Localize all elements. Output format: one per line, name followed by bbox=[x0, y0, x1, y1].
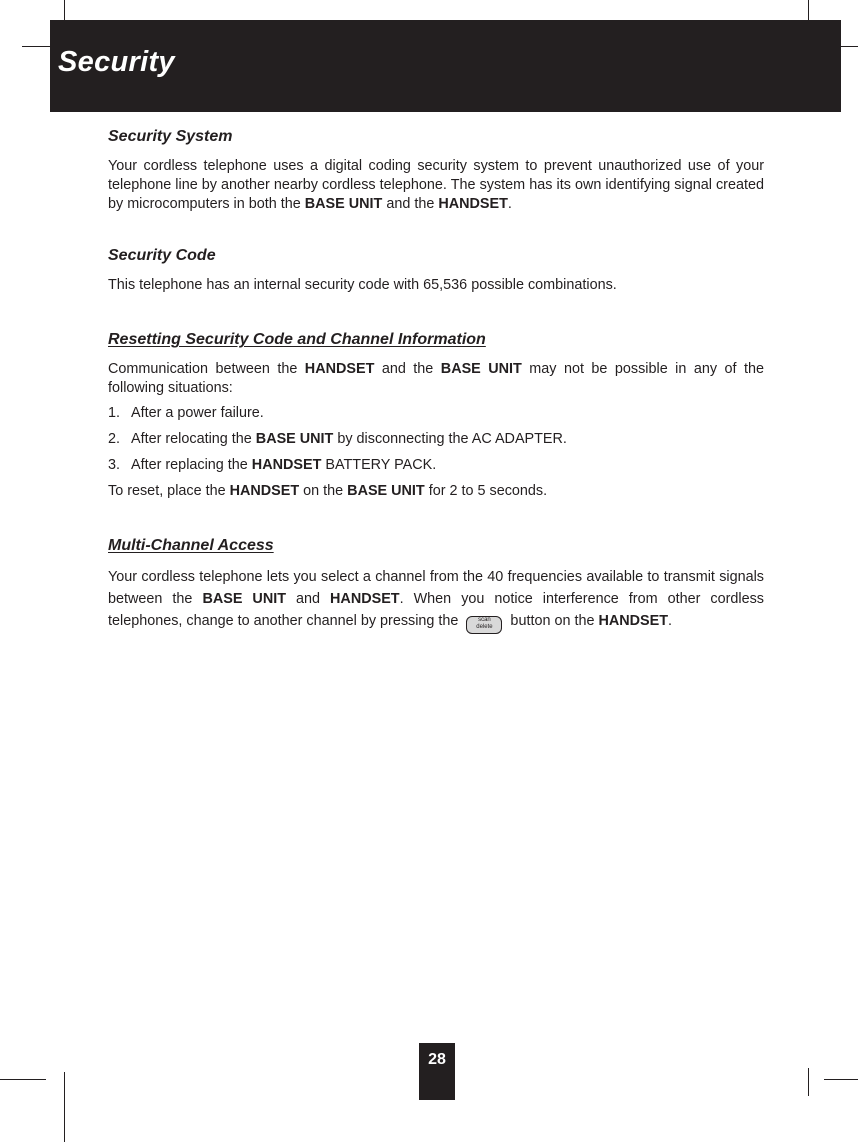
crop-mark bbox=[824, 1079, 858, 1080]
paragraph: Your cordless telephone lets you select a channel from the 40 frequencies available to transmit signals between the BASE UNIT and HANDSET. When you notice interference from other cordless telephones, change to another channel by pressing the scan delete button on the HANDSET. bbox=[108, 566, 764, 634]
section-heading: Security Code bbox=[108, 247, 216, 264]
page-content bbox=[108, 126, 764, 634]
list-item: 1. After a power failure. bbox=[108, 405, 264, 421]
page-title: Security bbox=[58, 46, 175, 78]
crop-mark bbox=[0, 1079, 46, 1080]
section-resetting bbox=[108, 329, 764, 501]
paragraph: To reset, place the HANDSET on the BASE UNIT for 2 to 5 seconds. bbox=[108, 483, 548, 499]
list-item: 3. After replacing the HANDSET BATTERY PACK. bbox=[108, 457, 437, 473]
crop-mark bbox=[808, 1068, 809, 1096]
page-number: 28 bbox=[428, 1051, 446, 1068]
section-heading: Security System bbox=[108, 128, 233, 145]
section-multi-channel bbox=[108, 535, 764, 634]
scan-delete-key-icon: scan delete bbox=[466, 616, 502, 634]
list-item: 2. After relocating the BASE UNIT by disconnecting the AC ADAPTER. bbox=[108, 431, 567, 447]
steps-list bbox=[108, 404, 764, 475]
crop-mark bbox=[64, 1072, 65, 1142]
section-security-code bbox=[108, 245, 764, 295]
paragraph: Your cordless telephone uses a digital coding security system to prevent unauthorized use of your telephone line by another nearby cordless telephone. The system has its own identifying signal created by microcomputers in both the BASE UNIT and the HANDSET. bbox=[108, 158, 764, 212]
crop-mark bbox=[22, 46, 50, 47]
section-heading: Multi-Channel Access bbox=[108, 537, 274, 554]
section-heading: Resetting Security Code and Channel Information bbox=[108, 331, 486, 348]
paragraph: Communication between the HANDSET and the BASE UNIT may not be possible in any of the following situations: bbox=[108, 361, 764, 396]
paragraph: This telephone has an internal security code with 65,536 possible combinations. bbox=[108, 277, 617, 293]
section-security-system bbox=[108, 126, 764, 214]
